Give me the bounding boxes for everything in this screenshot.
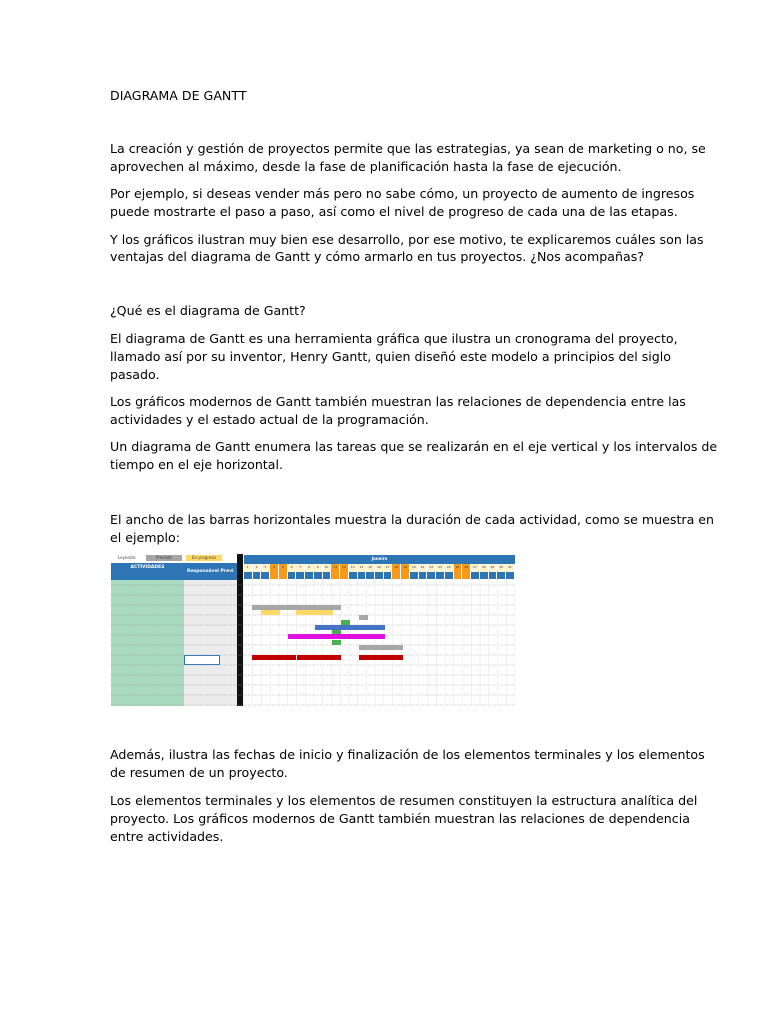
after-paragraph-1-line-1: Además, ilustra las fechas de inicio y finalización de los elementos terminales y los elementos <box>110 747 705 762</box>
day-cell: 19 <box>401 564 410 572</box>
legend-in-progress: En progreso <box>186 555 222 561</box>
task-bar-magenta <box>288 634 385 639</box>
day-cell: 30 <box>497 564 506 572</box>
weekday-cell <box>349 572 358 579</box>
day-cell: 7 <box>296 564 305 572</box>
day-cell: 20 <box>410 564 419 572</box>
weekday-cell <box>427 572 436 579</box>
weekday-cell <box>270 572 279 579</box>
task-bar-progress-1a <box>261 610 280 615</box>
day-cell: 23 <box>436 564 445 572</box>
task-bar-green-3 <box>332 640 341 645</box>
section-paragraph-3-line-2: tiempo en el eje horizontal. <box>110 457 283 472</box>
weekday-cell <box>331 572 340 579</box>
task-bar-blue <box>315 625 385 630</box>
task-bar-planned-2 <box>359 615 368 620</box>
day-cell: 25 <box>454 564 463 572</box>
day-cell: 8 <box>305 564 314 572</box>
weekday-cell <box>436 572 445 579</box>
day-cell: 29 <box>489 564 498 572</box>
weekday-cell <box>358 572 367 579</box>
intro-paragraph-1-line-1: La creación y gestión de proyectos permite que las estrategias, ya sean de marketing o no, se <box>110 141 706 156</box>
section-paragraph-2-line-1: Los gráficos modernos de Gantt también muestran las relaciones de dependencia entre las <box>110 394 686 409</box>
after-paragraph-2-line-1: Los elementos terminales y los elementos de resumen constituyen la estructura analítica del <box>110 793 698 808</box>
day-cell: 13 <box>349 564 358 572</box>
weekday-cell <box>471 572 480 579</box>
weekday-cell <box>454 572 463 579</box>
day-cell: 17 <box>384 564 393 572</box>
section-heading: ¿Qué es el diagrama de Gantt? <box>110 303 306 318</box>
weekday-cell <box>480 572 489 579</box>
intro-paragraph-2-line-1: Por ejemplo, si deseas vender más pero no sabe cómo, un proyecto de aumento de ingresos <box>110 186 695 201</box>
section-paragraph-3-line-1: Un diagrama de Gantt enumera las tareas que se realizarán en el eje vertical y los intervalos de <box>110 439 718 454</box>
section-paragraph-2-line-2: actividades y el estado actual de la programación. <box>110 412 429 427</box>
responsible-header <box>184 563 237 580</box>
day-cell: 2 <box>253 564 262 572</box>
weekday-cell <box>506 572 515 579</box>
weekday-cell <box>497 572 506 579</box>
weekday-cell <box>314 572 323 579</box>
weekday-cell <box>323 572 332 579</box>
section-paragraph-4-line-1: El ancho de las barras horizontales muestra la duración de cada actividad, como se muestra en <box>110 512 715 527</box>
weekday-cell <box>401 572 410 579</box>
day-cell: 4 <box>270 564 279 572</box>
weekday-cell <box>244 572 253 579</box>
task-bar-planned-3 <box>359 645 403 650</box>
day-cell: 12 <box>340 564 349 572</box>
task-bar-red-1 <box>252 655 296 660</box>
day-cell: 11 <box>331 564 340 572</box>
weekday-cell <box>261 572 270 579</box>
intro-paragraph-2-line-2: puede mostrarte el paso a paso, así como el nivel de progreso de cada una de las etapas. <box>110 204 678 219</box>
day-cell: 28 <box>480 564 489 572</box>
activities-header: ACTIVIDADES <box>111 563 184 580</box>
day-cell: 6 <box>288 564 297 572</box>
intro-paragraph-3-line-2: ventajas del diagrama de Gantt y cómo armarlo en tus proyectos. ¿Nos acompañas? <box>110 249 644 264</box>
weekday-cell <box>375 572 384 579</box>
responsible-header-label: Responsável <box>187 569 219 574</box>
weekday-cell <box>445 572 454 579</box>
day-cell: 5 <box>279 564 288 572</box>
day-cell: 31 <box>506 564 515 572</box>
day-cell: 26 <box>462 564 471 572</box>
day-cell: 16 <box>375 564 384 572</box>
day-cell: 21 <box>419 564 428 572</box>
weekday-row <box>244 572 515 579</box>
weekday-cell <box>305 572 314 579</box>
gantt-grid <box>111 580 515 706</box>
section-paragraph-1-line-3: pasado. <box>110 367 160 382</box>
day-cell: 18 <box>392 564 401 572</box>
day-cell: 15 <box>366 564 375 572</box>
previsto-header-label: Previ <box>220 569 234 574</box>
day-cell: 24 <box>445 564 454 572</box>
weekday-cell <box>419 572 428 579</box>
weekday-cell <box>366 572 375 579</box>
document-title: DIAGRAMA DE GANTT <box>110 88 247 103</box>
task-bar-red-2 <box>297 655 341 660</box>
weekday-cell <box>489 572 498 579</box>
weekday-cell <box>410 572 419 579</box>
legend-planned: Previsto <box>146 555 182 561</box>
section-paragraph-1-line-2: llamado así por su inventor, Henry Gantt, quien diseñó este modelo a principios del siglo <box>110 349 671 364</box>
task-bar-red-3 <box>359 655 403 660</box>
after-paragraph-2-line-2: proyecto. Los gráficos modernos de Gantt también muestran las relaciones de dependencia <box>110 811 690 826</box>
legend-label: Leyenda: <box>118 555 137 560</box>
weekday-cell <box>392 572 401 579</box>
weekday-cell <box>253 572 262 579</box>
section-paragraph-4-line-2: el ejemplo: <box>110 530 180 545</box>
day-cell: 3 <box>261 564 270 572</box>
intro-paragraph-1-line-2: aprovechen al máximo, desde la fase de planificación hasta la fase de ejecución. <box>110 159 622 174</box>
after-paragraph-1-line-2: de resumen de un proyecto. <box>110 765 288 780</box>
weekday-cell <box>384 572 393 579</box>
weekday-cell <box>279 572 288 579</box>
intro-paragraph-3-line-1: Y los gráficos ilustran muy bien ese desarrollo, por ese motivo, te explicaremos cuáles son las <box>110 232 704 247</box>
gantt-example-image <box>111 554 515 706</box>
after-paragraph-2-line-3: entre actividades. <box>110 829 224 844</box>
month-header: Janeiro <box>244 555 515 564</box>
day-cell: 14 <box>358 564 367 572</box>
section-paragraph-1-line-1: El diagrama de Gantt es una herramienta gráfica que ilustra un cronograma del proyecto, <box>110 331 678 346</box>
weekday-cell <box>462 572 471 579</box>
weekday-cell <box>340 572 349 579</box>
day-cell: 1 <box>244 564 253 572</box>
day-cell: 10 <box>323 564 332 572</box>
weekday-cell <box>288 572 297 579</box>
weekday-cell <box>296 572 305 579</box>
task-bar-progress-1b <box>296 610 333 615</box>
day-number-row <box>244 564 515 572</box>
day-cell: 22 <box>427 564 436 572</box>
day-cell: 9 <box>314 564 323 572</box>
day-cell: 27 <box>471 564 480 572</box>
